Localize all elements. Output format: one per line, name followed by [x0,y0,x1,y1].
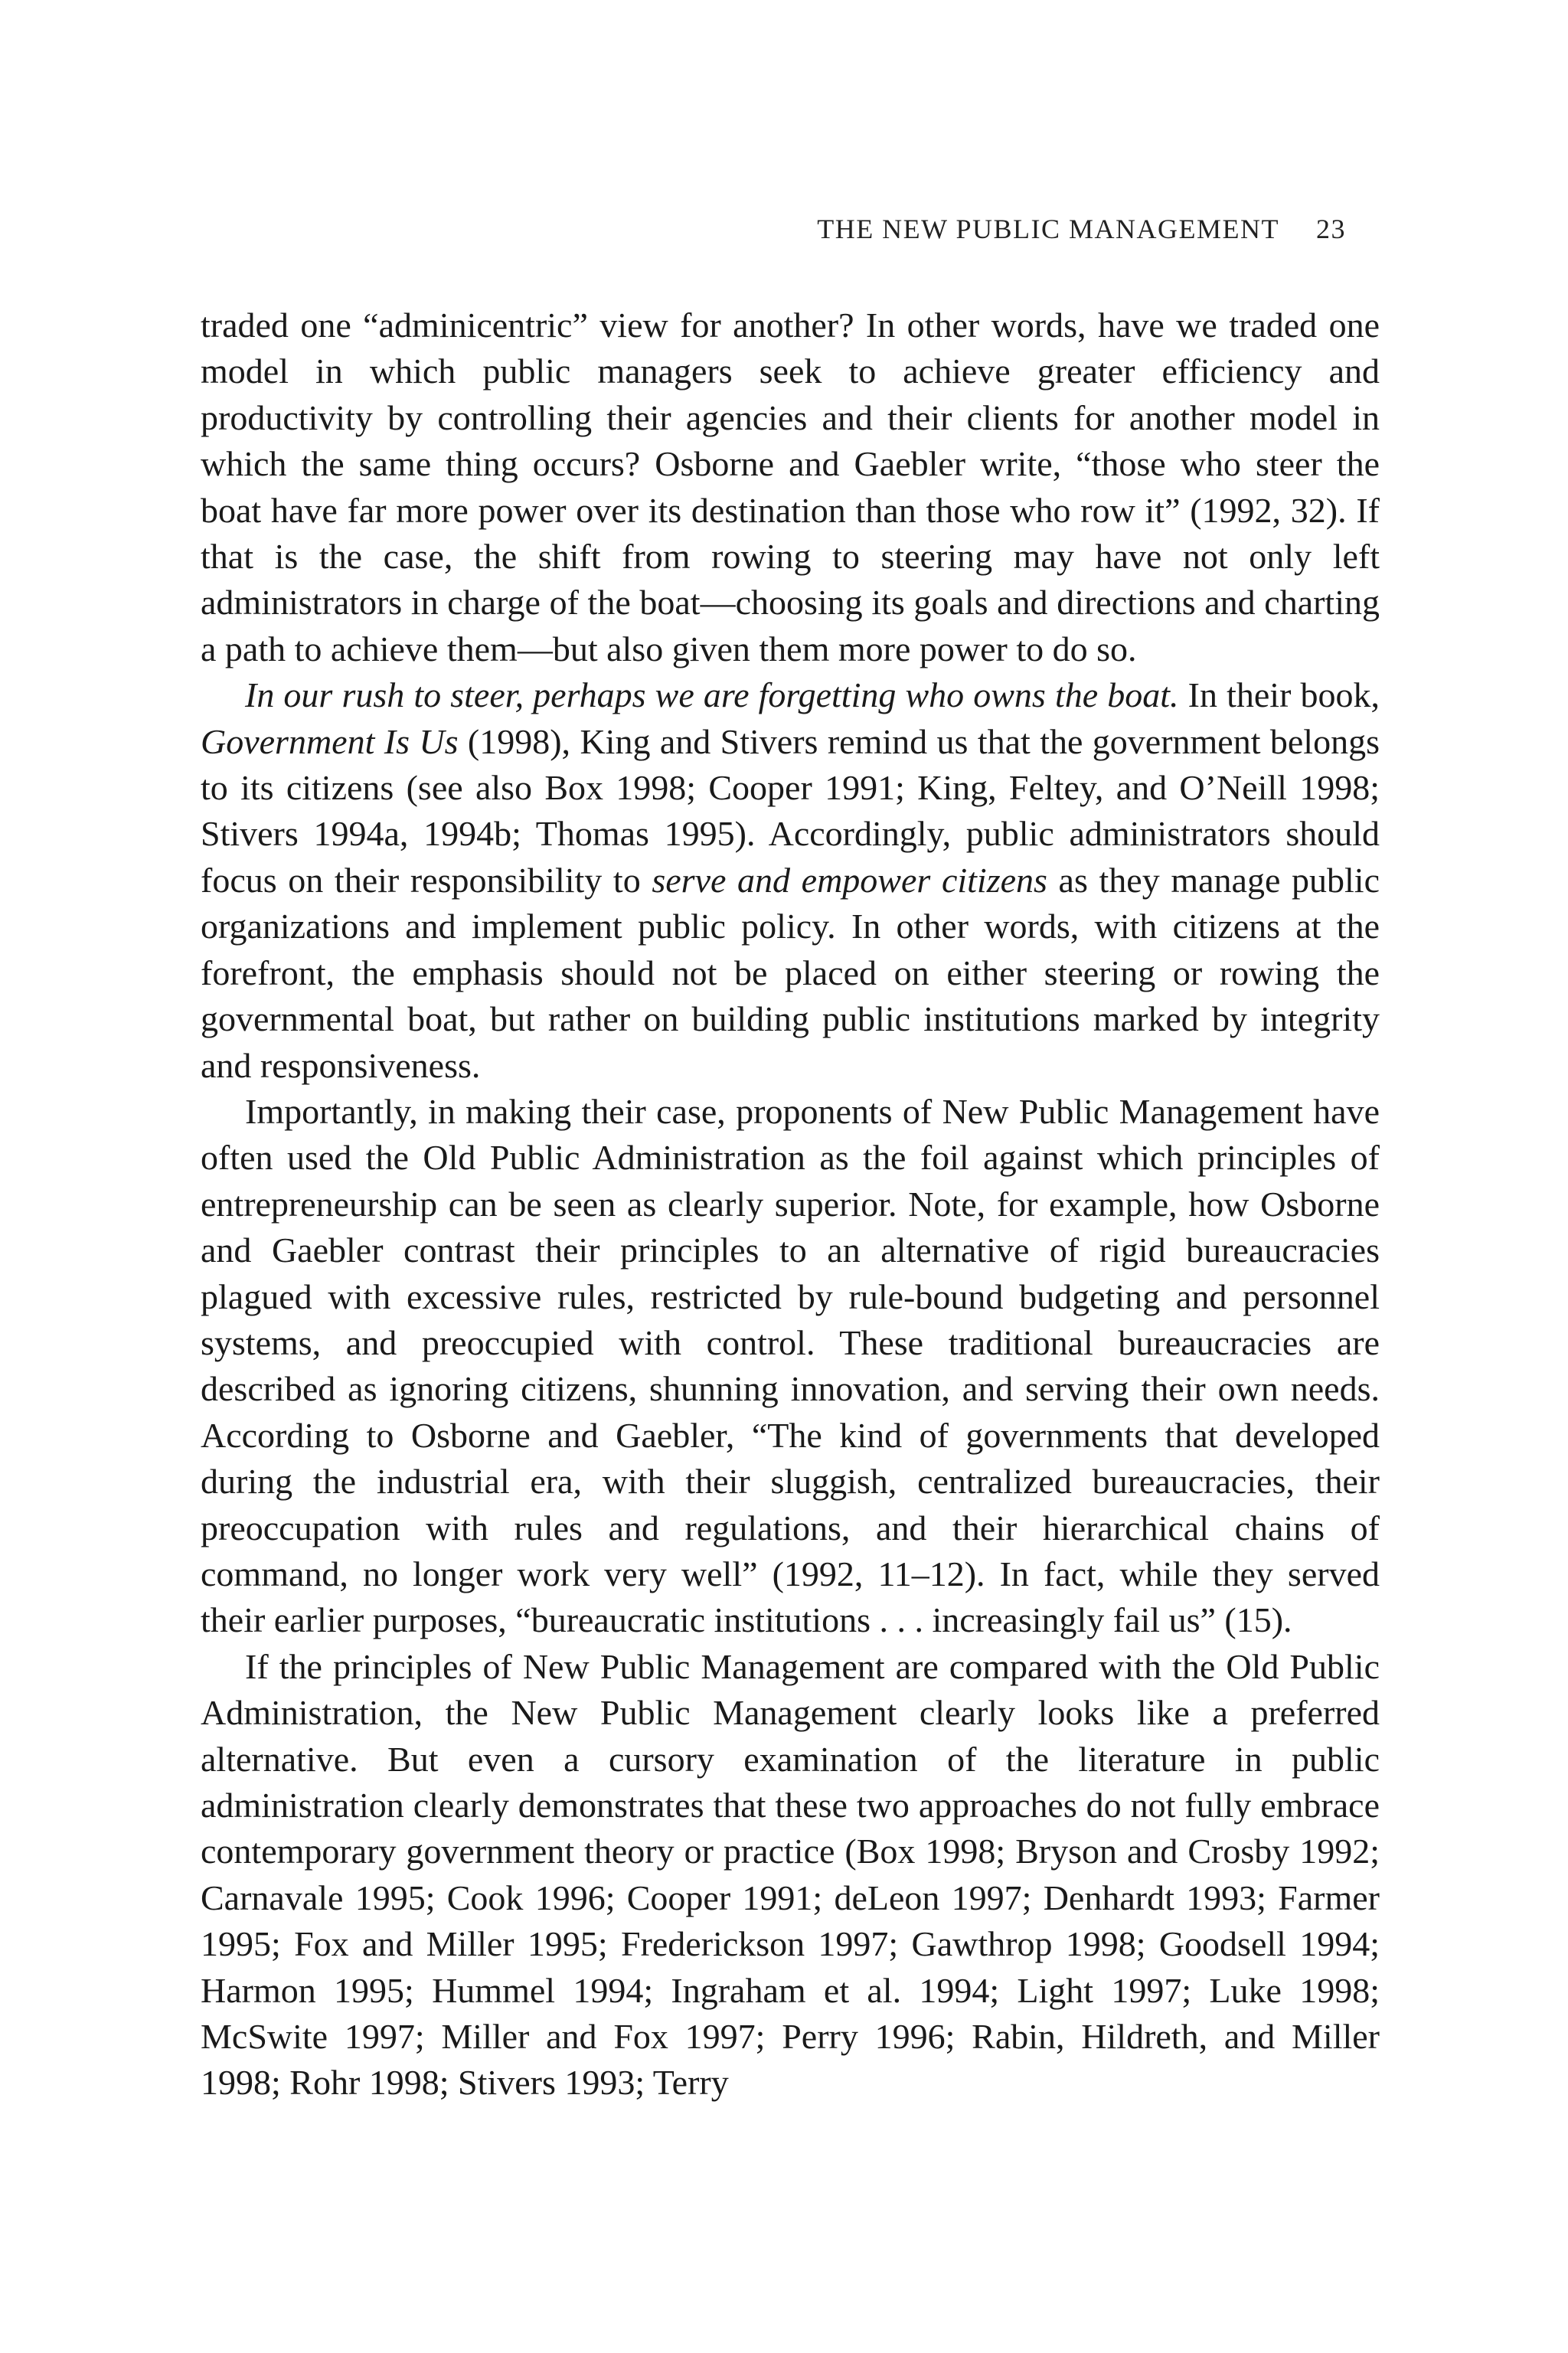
running-head-title: THE NEW PUBLIC MANAGEMENT [817,214,1279,244]
paragraph [201,1644,1380,2106]
text-run: traded one “adminicentric” view for another? In other words, have we traded one model in which public managers seek to achieve greater efficiency and productivity by controlling their agencies and their clients for another model in which the same thing occurs? Osborne and Gaebler write, “those who steer the boat have far more power over its destination than those who row it” (1992, 32). If that is the case, the shift from rowing to steering may have not only left administrators in charge of the boat—choosing its goals and directions and charting a path to achieve them—but also given them more power to do so. [201,306,1380,668]
italic-text-run: serve and empower citizens [652,860,1047,900]
text-run: Importantly, in making their case, proponents of New Public Management have often used the Old Public Administration as the foil against which principles of entrepreneurship can be seen as clearly superior. Note, for example, how Osborne and Gaebler contrast their principles to an alternative of rigid bureaucracies plagued with excessive rules, restricted by rule-bound budgeting and personnel systems, and preoccupied with control. These traditional bureaucracies are described as ignoring citizens, shunning innovation, and serving their own needs. According to Osborne and Gaebler, “The kind of governments that developed during the industrial era, with their sluggish, centralized bureaucracies, their preoccupation with rules and regulations, and their hierarchical chains of command, no longer work very well” (1992, 11–12). In fact, while they served their earlier purposes, “bureaucratic institutions . . . increasingly fail us” (15). [201,1091,1380,1640]
paragraph [201,302,1380,672]
body-text [201,302,1380,2106]
book-title: Government Is Us [201,721,459,761]
page-number: 23 [1316,214,1346,244]
text-run: as they manage public organizations and implement public policy. In other words, with citizens at the forefront, the emphasis should not be placed on either steering or rowing the governmental boat, but rather on building public institutions marked by integrity and responsiveness. [201,860,1380,1085]
text-run: If the principles of New Public Management are compared with the Old Public Administration, the New Public Management clearly looks like a preferred alternative. But even a cursory examination of the literature in public administration clearly demonstrates that these two approaches do not fully embrace contemporary government theory or practice (Box 1998; Bryson and Crosby 1992; Carnavale 1995; Cook 1996; Cooper 1991; deLeon 1997; Denhardt 1993; Farmer 1995; Fox and Miller 1995; Frederickson 1997; Gawthrop 1998; Goodsell 1994; Harmon 1995; Hummel 1994; Ingraham et al. 1994; Light 1997; Luke 1998; McSwite 1997; Miller and Fox 1997; Perry 1996; Rabin, Hildreth, and Miller 1998; Rohr 1998; Stivers 1993; Terry [201,1646,1380,2103]
paragraph [201,672,1380,1089]
running-head [817,213,1346,245]
text-run: In their book, [1178,675,1380,715]
paragraph [201,1089,1380,1644]
text-run: (1998), King and Stivers remind us that the government belongs to its citizens (see also Box 1998; Cooper 1991; King, Feltey, and O’Neill 1998; Stivers 1994a, 1994b; Thomas 1995). Accordingly, public administrators should focus on their responsibility to [201,721,1380,900]
italic-text-run: In our rush to steer, perhaps we are forgetting who owns the boat. [245,675,1179,715]
